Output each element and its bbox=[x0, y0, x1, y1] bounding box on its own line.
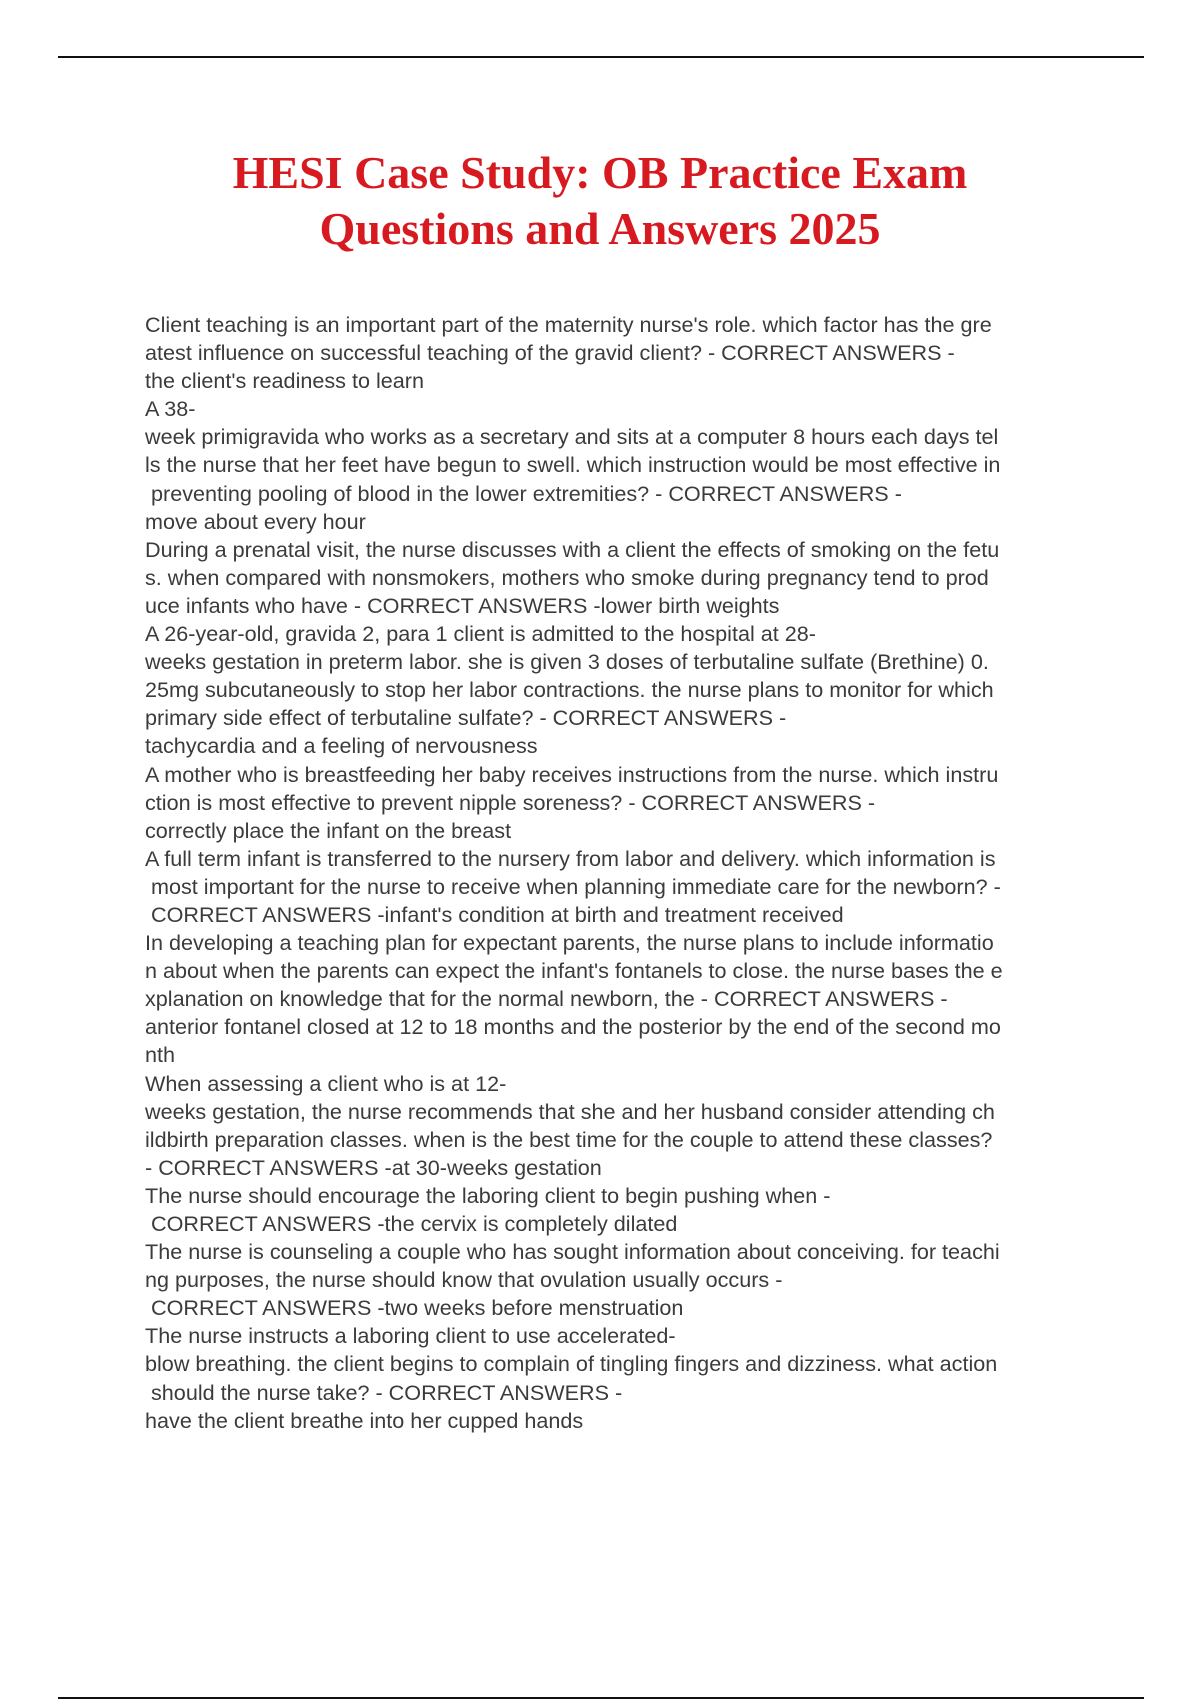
body-line: atest influence on successful teaching of the gravid client? - CORRECT ANSWERS - bbox=[145, 340, 955, 366]
body-line: CORRECT ANSWERS -infant's condition at birth and treatment received bbox=[145, 901, 844, 927]
body-line: n about when the parents can expect the infant's fontanels to close. the nurse bases the e bbox=[145, 958, 1003, 984]
document-body bbox=[145, 311, 1145, 1435]
body-line: weeks gestation, the nurse recommends that she and her husband consider attending ch bbox=[145, 1098, 995, 1124]
body-line: should the nurse take? - CORRECT ANSWERS - bbox=[145, 1379, 623, 1405]
title-line-2: Questions and Answers 2025 bbox=[319, 203, 881, 254]
body-line: When assessing a client who is at 12- bbox=[145, 1070, 507, 1096]
body-line: ls the nurse that her feet have begun to swell. which instruction would be most effective in bbox=[145, 452, 1001, 478]
body-line: A 38- bbox=[145, 396, 196, 422]
body-line: A 26-year-old, gravida 2, para 1 client is admitted to the hospital at 28- bbox=[145, 621, 816, 647]
bottom-rule bbox=[58, 1697, 1144, 1699]
body-line: CORRECT ANSWERS -the cervix is completely dilated bbox=[145, 1211, 678, 1236]
body-line: ng purposes, the nurse should know that ovulation usually occurs - bbox=[145, 1267, 783, 1293]
body-line: nth bbox=[145, 1042, 176, 1068]
body-line: move about every hour bbox=[145, 508, 366, 534]
body-line: A full term infant is transferred to the nursery from labor and delivery. which information is bbox=[145, 845, 996, 871]
body-line: In developing a teaching plan for expectant parents, the nurse plans to include informatio bbox=[145, 930, 994, 956]
top-rule bbox=[58, 56, 1144, 58]
body-line: weeks gestation in preterm labor. she is given 3 doses of terbutaline sulfate (Brethine) 0. bbox=[145, 649, 989, 675]
body-line: During a prenatal visit, the nurse discusses with a client the effects of smoking on the fetu bbox=[145, 536, 1000, 562]
body-line: anterior fontanel closed at 12 to 18 months and the posterior by the end of the second mo bbox=[145, 1014, 1001, 1040]
body-line: week primigravida who works as a secretary and sits at a computer 8 hours each days tel bbox=[145, 424, 999, 450]
body-line: The nurse should encourage the laboring client to begin pushing when - bbox=[145, 1182, 831, 1208]
body-line: A mother who is breastfeeding her baby receives instructions from the nurse. which instru bbox=[145, 761, 999, 787]
document-title bbox=[0, 145, 1200, 257]
title-line-1: HESI Case Study: OB Practice Exam bbox=[232, 147, 968, 198]
body-line: ction is most effective to prevent nipple soreness? - CORRECT ANSWERS - bbox=[145, 789, 876, 815]
body-line: The nurse is counseling a couple who has sought information about conceiving. for teachi bbox=[145, 1239, 1000, 1265]
body-line: preventing pooling of blood in the lower extremities? - CORRECT ANSWERS - bbox=[145, 480, 902, 506]
body-line: primary side effect of terbutaline sulfate? - CORRECT ANSWERS - bbox=[145, 705, 787, 731]
body-line: blow breathing. the client begins to complain of tingling fingers and dizziness. what action bbox=[145, 1351, 998, 1377]
body-line: the client's readiness to learn bbox=[145, 368, 425, 394]
body-line: tachycardia and a feeling of nervousness bbox=[145, 733, 538, 759]
body-line: have the client breathe into her cupped hands bbox=[145, 1407, 584, 1433]
body-line: 25mg subcutaneously to stop her labor contractions. the nurse plans to monitor for which bbox=[145, 677, 994, 703]
body-line: s. when compared with nonsmokers, mothers who smoke during pregnancy tend to prod bbox=[145, 564, 989, 590]
body-line: The nurse instructs a laboring client to use accelerated- bbox=[145, 1323, 676, 1349]
body-line: most important for the nurse to receive when planning immediate care for the newborn? - bbox=[145, 873, 1001, 899]
body-line: correctly place the infant on the breast bbox=[145, 817, 512, 843]
body-line: - CORRECT ANSWERS -at 30-weeks gestation bbox=[145, 1154, 602, 1180]
body-line: Client teaching is an important part of the maternity nurse's role. which factor has the gre bbox=[145, 312, 992, 337]
body-line: xplanation on knowledge that for the normal newborn, the - CORRECT ANSWERS - bbox=[145, 986, 948, 1012]
body-line: uce infants who have - CORRECT ANSWERS -lower birth weights bbox=[145, 592, 780, 618]
body-line: ildbirth preparation classes. when is the best time for the couple to attend these classes? bbox=[145, 1126, 993, 1152]
body-line: CORRECT ANSWERS -two weeks before menstruation bbox=[145, 1295, 684, 1321]
